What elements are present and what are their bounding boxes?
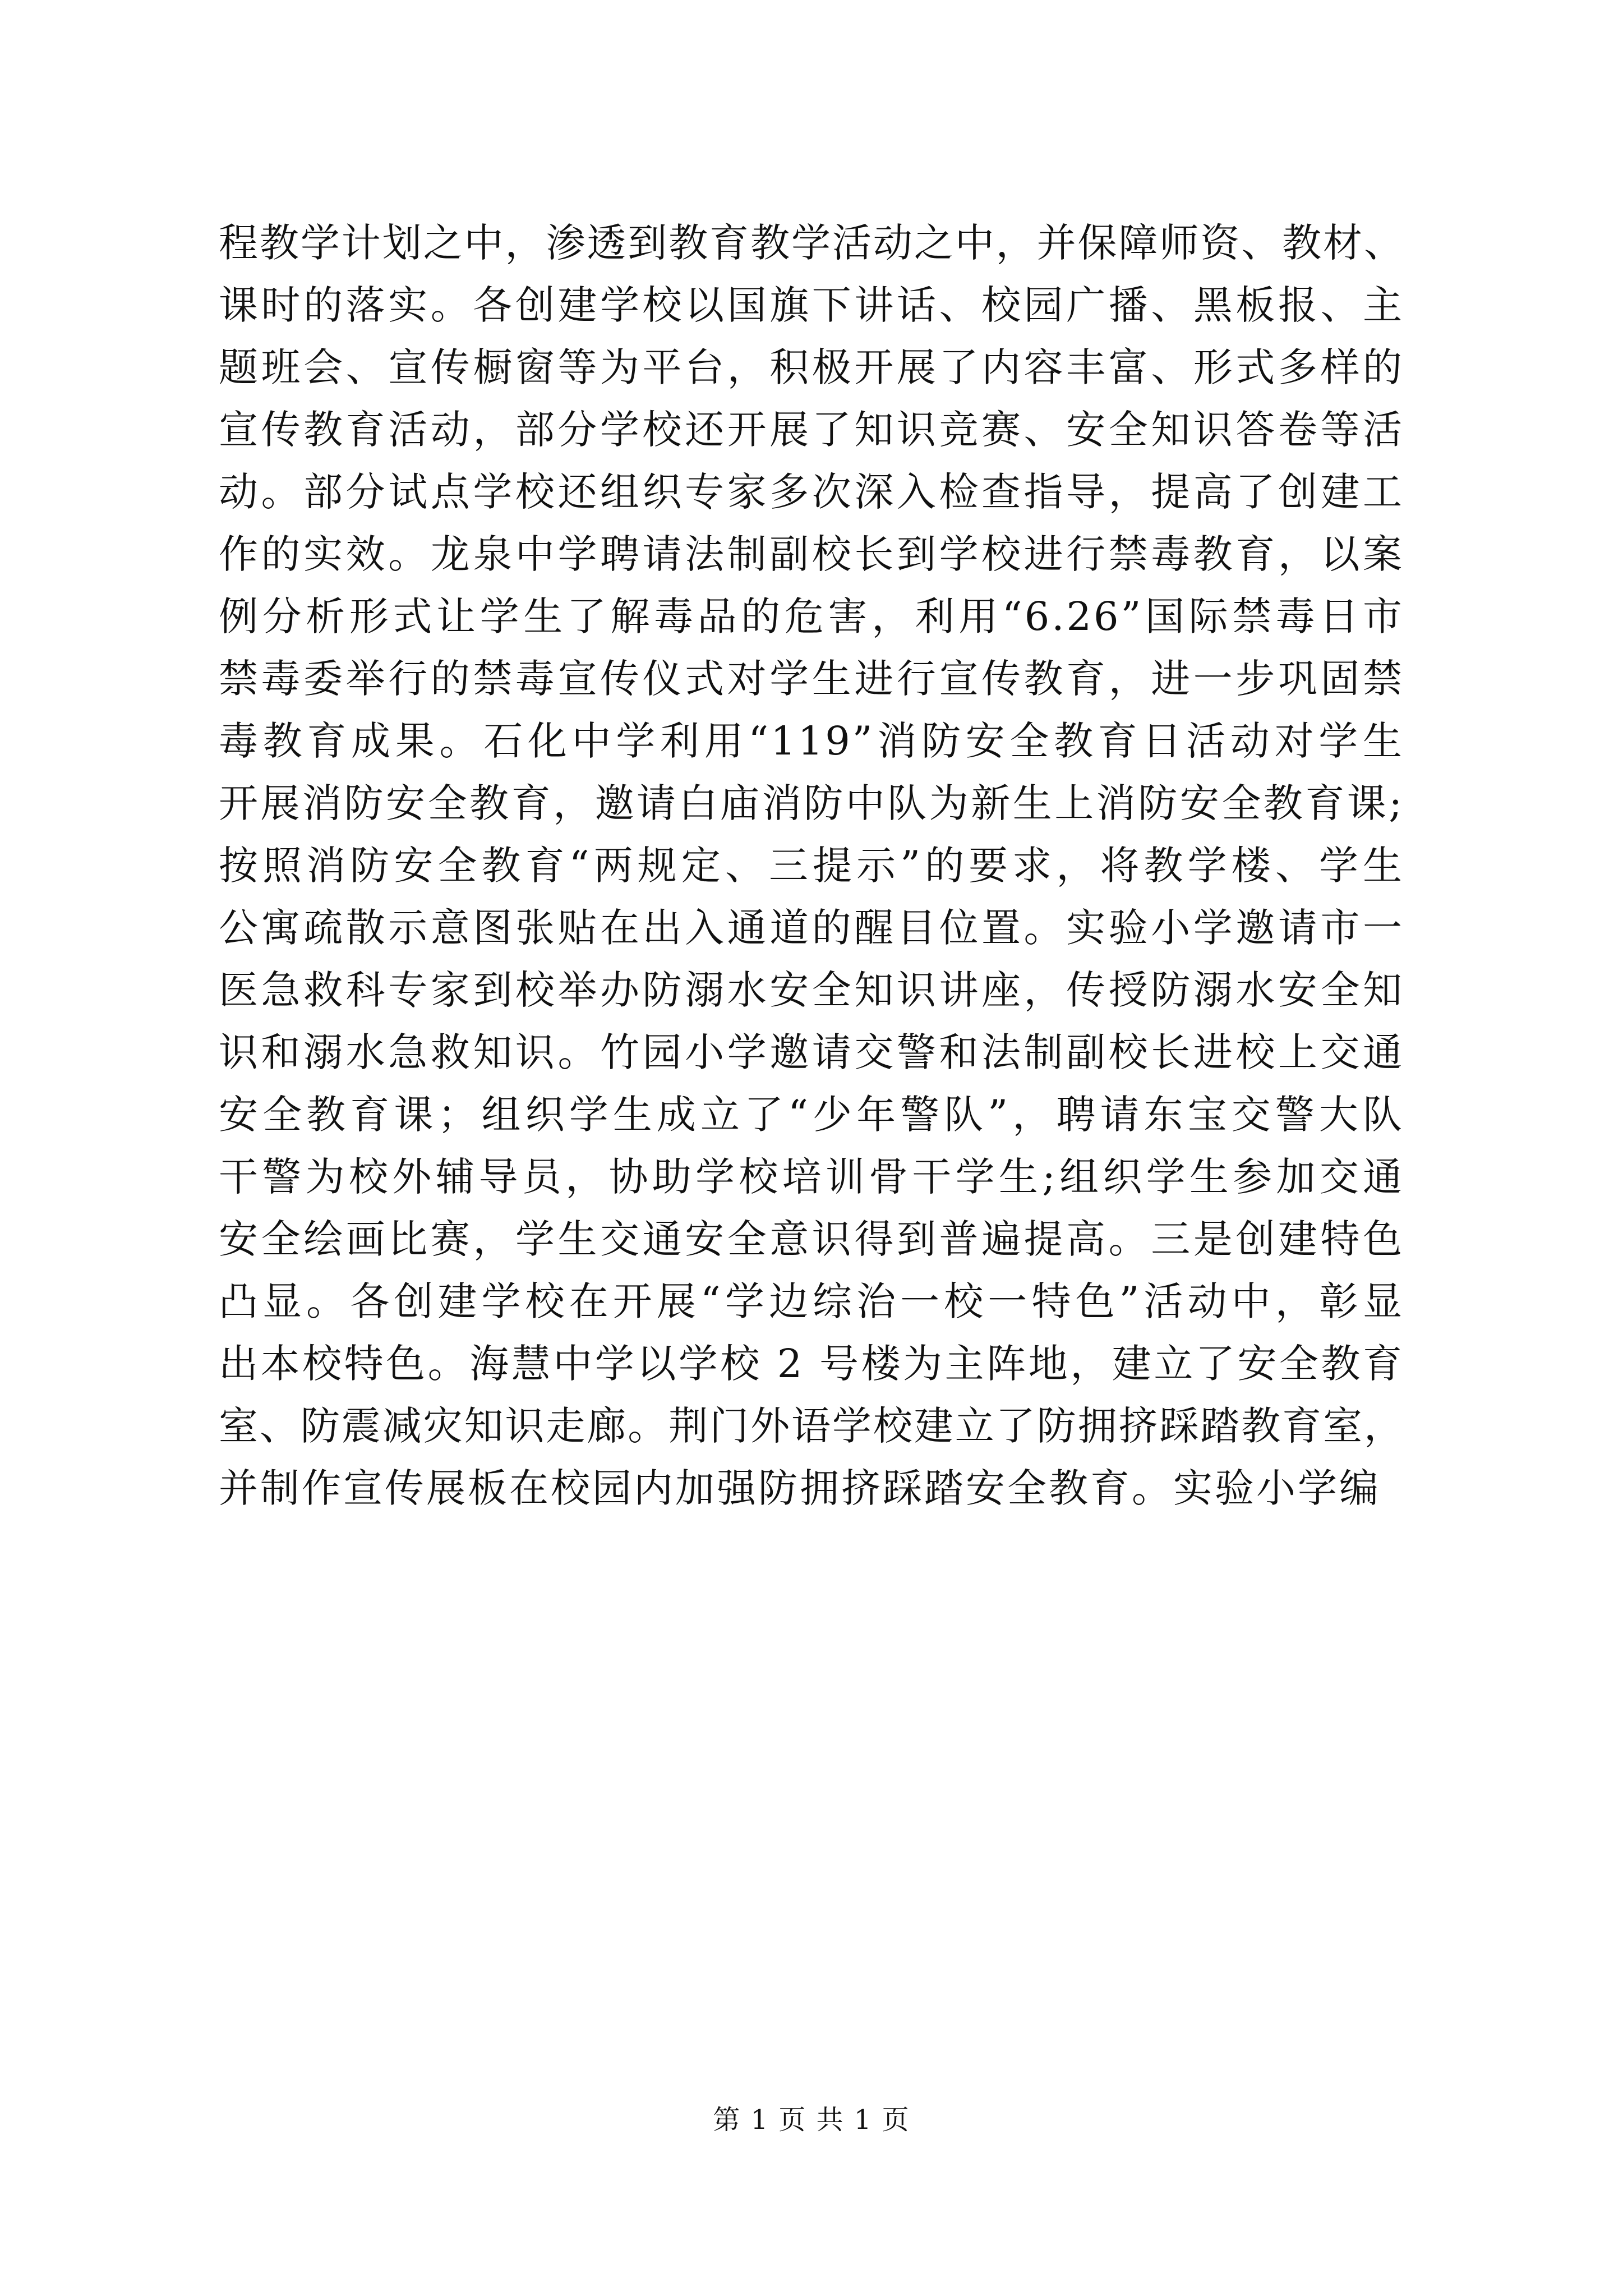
text-line: 凸显。各创建学校在开展“学边综治一校一特色”活动中，彰显 [219, 1278, 1404, 1324]
text-line: 公寓疏散示意图张贴在出入通道的醒目位置。实验小学邀请市一 [219, 905, 1404, 951]
text-line: 宣传教育活动，部分学校还开展了知识竞赛、安全知识答卷等活 [219, 407, 1404, 453]
text-line: 题班会、宣传橱窗等为平台，积极开展了内容丰富、形式多样的 [219, 344, 1404, 390]
text-line: 出本校特色。海慧中学以学校 2 号楼为主阵地，建立了安全教育 [219, 1341, 1404, 1387]
text-line: 室、防震减灾知识走廊。荆门外语学校建立了防拥挤踩踏教育室， [219, 1403, 1404, 1449]
body-text [219, 212, 1404, 1520]
text-line: 作的实效。龙泉中学聘请法制副校长到学校进行禁毒教育，以案 [219, 531, 1404, 577]
text-line: 程教学计划之中，渗透到教育教学活动之中，并保障师资、教材、 [219, 220, 1404, 266]
text-line: 安全教育课；组织学生成立了“少年警队”，聘请东宝交警大队 [219, 1092, 1404, 1138]
text-line: 并制作宣传展板在校园内加强防拥挤踩踏安全教育。实验小学编 [219, 1465, 1381, 1511]
text-line: 干警为校外辅导员，协助学校培训骨干学生;组织学生参加交通 [219, 1154, 1404, 1200]
page-number-footer: 第 1 页 共 1 页 [713, 2104, 910, 2136]
text-line: 课时的落实。各创建学校以国旗下讲话、校园广播、黑板报、主 [219, 282, 1404, 328]
text-line: 例分析形式让学生了解毒品的危害，利用“6.26”国际禁毒日市 [219, 593, 1404, 639]
text-line: 识和溺水急救知识。竹园小学邀请交警和法制副校长进校上交通 [219, 1029, 1404, 1075]
text-line: 毒教育成果。石化中学利用“119”消防安全教育日活动对学生 [219, 718, 1404, 764]
text-line: 安全绘画比赛，学生交通安全意识得到普遍提高。三是创建特色 [219, 1216, 1404, 1262]
text-line: 按照消防安全教育“两规定、三提示”的要求，将教学楼、学生 [219, 843, 1404, 889]
text-line: 禁毒委举行的禁毒宣传仪式对学生进行宣传教育，进一步巩固禁 [219, 656, 1404, 702]
text-line: 动。部分试点学校还组织专家多次深入检查指导，提高了创建工 [219, 469, 1404, 515]
text-line: 医急救科专家到校举办防溺水安全知识讲座，传授防溺水安全知 [219, 967, 1404, 1013]
text-line: 开展消防安全教育，邀请白庙消防中队为新生上消防安全教育课; [219, 780, 1404, 826]
